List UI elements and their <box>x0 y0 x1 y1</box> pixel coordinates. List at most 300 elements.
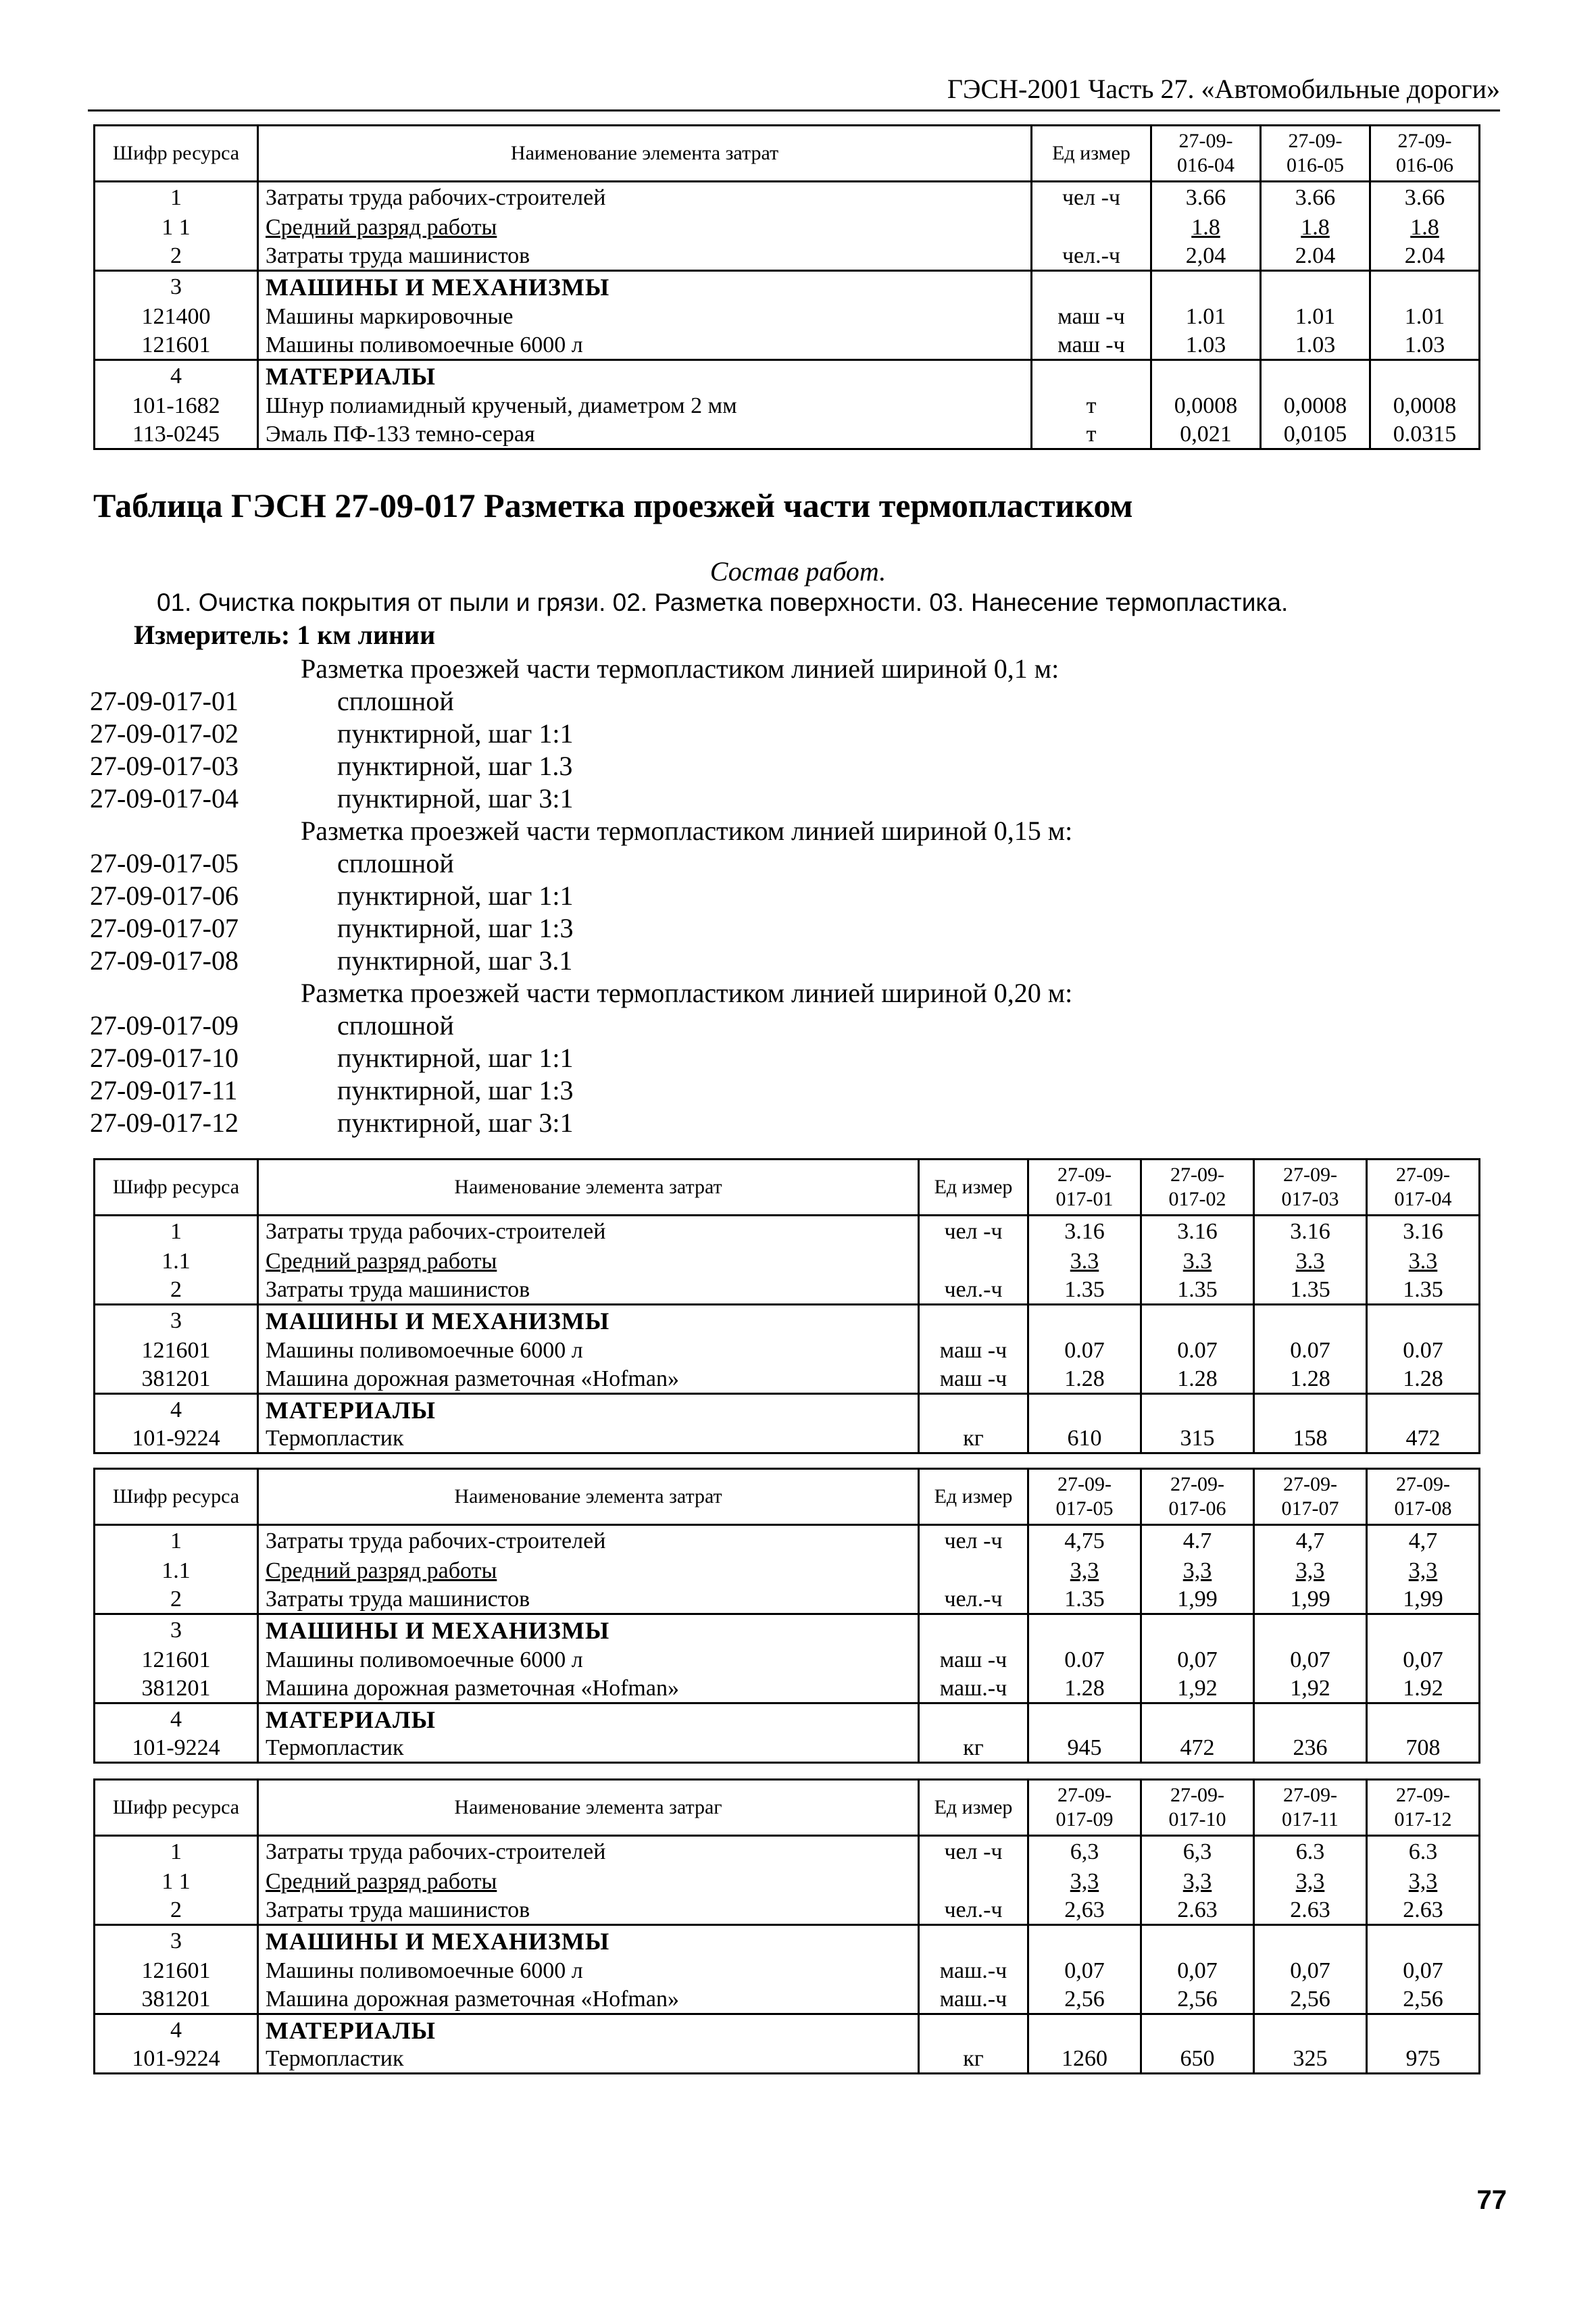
resource-value: 4.7 <box>1141 1525 1254 1555</box>
resource-value: 3,3 <box>1254 1866 1367 1895</box>
resource-value: 2,56 <box>1367 1985 1480 2014</box>
resource-code: 3 <box>95 1305 258 1335</box>
resource-unit <box>919 1614 1028 1644</box>
col-header-unit: Ед измер <box>919 1780 1028 1836</box>
resource-value: 4,7 <box>1254 1525 1367 1555</box>
resource-value: 6.3 <box>1367 1836 1480 1866</box>
resource-value <box>1370 360 1480 390</box>
items-subheading: Разметка проезжей части термопластиком линией шириной 0,15 м: <box>301 816 1073 846</box>
list-item <box>90 685 1509 718</box>
resource-code: 3 <box>95 271 258 301</box>
resource-value: 945 <box>1028 1733 1141 1763</box>
meter-line: Измеритель: 1 км линии <box>134 620 436 650</box>
col-header-code-3: 27-09- 016-06 <box>1370 126 1480 182</box>
list-item <box>90 750 1509 782</box>
resource-value: 325 <box>1254 2044 1367 2074</box>
resource-unit <box>919 1925 1028 1955</box>
resource-value: 0,0105 <box>1261 420 1370 449</box>
col-header-code: Шифр ресурса <box>95 1160 258 1216</box>
resource-value: 0,021 <box>1151 420 1261 449</box>
table-row <box>95 1245 1480 1275</box>
resource-name: МАТЕРИАЛЫ <box>258 1703 919 1733</box>
table-row <box>95 1525 1480 1555</box>
resource-value: 315 <box>1141 1424 1254 1453</box>
table-row <box>95 1985 1480 2014</box>
col-header-code-1: 27-09- 017-09 <box>1028 1780 1141 1836</box>
resource-value: 0,07 <box>1254 1955 1367 1985</box>
resource-value: 1,92 <box>1254 1674 1367 1703</box>
list-item <box>90 1042 1509 1074</box>
resource-value: 2.04 <box>1370 241 1480 271</box>
resource-unit: чел.-ч <box>919 1585 1028 1614</box>
table-row <box>95 1895 1480 1925</box>
section-title: Таблица ГЭСН 27-09-017 Разметка проезжей части термопластиком <box>93 487 1133 524</box>
table-row <box>95 211 1480 241</box>
resource-unit: чел.-ч <box>919 1275 1028 1305</box>
list-item <box>90 1074 1509 1107</box>
resource-value: 0.07 <box>1028 1335 1141 1364</box>
resource-code: 1 <box>95 1525 258 1555</box>
resource-table-c <box>93 1778 1480 2074</box>
resource-value: 975 <box>1367 2044 1480 2074</box>
table-row <box>95 271 1480 301</box>
resource-code: 2 <box>95 1585 258 1614</box>
resource-value <box>1028 1394 1141 1424</box>
table-row <box>95 1703 1480 1733</box>
resource-code: 3 <box>95 1614 258 1644</box>
resource-value: 3,3 <box>1141 1555 1254 1585</box>
resource-code: 1 1 <box>95 1866 258 1895</box>
resource-value <box>1141 1394 1254 1424</box>
resource-value <box>1028 1614 1141 1644</box>
resource-name: Эмаль ПФ-133 темно-серая <box>258 420 1032 449</box>
item-desc: пунктирной, шаг 1:3 <box>337 913 574 943</box>
resource-unit <box>919 1703 1028 1733</box>
item-code: 27-09-017-04 <box>90 783 239 814</box>
col-header-name: Наименование элемента затрат <box>258 1160 919 1216</box>
table-row <box>95 1925 1480 1955</box>
table-row <box>95 1335 1480 1364</box>
resource-name: Затраты труда машинистов <box>258 241 1032 271</box>
resource-value <box>1254 2014 1367 2044</box>
items-subheading: Разметка проезжей части термопластиком линией шириной 0,1 м: <box>301 653 1059 684</box>
list-item <box>90 1107 1509 1139</box>
resource-unit: т <box>1032 420 1151 449</box>
resource-value: 0.07 <box>1028 1644 1141 1674</box>
item-desc: сплошной <box>337 686 454 716</box>
resource-name: Термопластик <box>258 1733 919 1763</box>
resource-value: 0,07 <box>1367 1644 1480 1674</box>
resource-value: 0.07 <box>1254 1335 1367 1364</box>
running-header: ГЭСН-2001 Часть 27. «Автомобильные дороги» <box>88 73 1500 111</box>
resource-value: 0,07 <box>1367 1955 1480 1985</box>
item-code: 27-09-017-02 <box>90 718 239 749</box>
table-row <box>95 1955 1480 1985</box>
resource-unit: чел.-ч <box>919 1895 1028 1925</box>
resource-code: 101-9224 <box>95 1733 258 1763</box>
composition-text: 01. Очистка покрытия от пыли и грязи. 02. Разметка поверхности. 03. Нанесение термопластика. <box>157 589 1289 616</box>
resource-name: Машины поливомоечные 6000 л <box>258 330 1032 360</box>
resource-value: 4,7 <box>1367 1525 1480 1555</box>
resource-value: 3.16 <box>1141 1216 1254 1245</box>
resource-code: 4 <box>95 2014 258 2044</box>
list-item <box>90 945 1509 977</box>
item-code: 27-09-017-03 <box>90 751 239 781</box>
resource-value: 0.0315 <box>1370 420 1480 449</box>
resource-name: Машина дорожная разметочная «Hofman» <box>258 1364 919 1394</box>
resource-name: Затраты труда рабочих-строителей <box>258 1836 919 1866</box>
resource-name: Машина дорожная разметочная «Hofman» <box>258 1985 919 2014</box>
resource-unit: кг <box>919 1424 1028 1453</box>
item-code: 27-09-017-06 <box>90 880 239 911</box>
item-code: 27-09-017-11 <box>90 1075 238 1105</box>
resource-value: 0,07 <box>1028 1955 1141 1985</box>
resource-value: 2,04 <box>1151 241 1261 271</box>
resource-value <box>1028 2014 1141 2044</box>
items-list <box>90 653 1509 1139</box>
resource-value: 1.8 <box>1261 211 1370 241</box>
item-desc: пунктирной, шаг 1:1 <box>337 880 574 911</box>
resource-name: Затраты труда рабочих-строителей <box>258 182 1032 211</box>
resource-value: 1.8 <box>1370 211 1480 241</box>
resource-value: 6,3 <box>1028 1836 1141 1866</box>
table-row <box>95 1305 1480 1335</box>
resource-name: Машины поливомоечные 6000 л <box>258 1644 919 1674</box>
resource-unit <box>919 1394 1028 1424</box>
table-row <box>95 1644 1480 1674</box>
resource-code: 121400 <box>95 301 258 330</box>
resource-value: 3,3 <box>1254 1555 1367 1585</box>
table-row <box>95 1674 1480 1703</box>
resource-unit: чел -ч <box>919 1216 1028 1245</box>
resource-value: 2,56 <box>1254 1985 1367 2014</box>
resource-name: МАШИНЫ И МЕХАНИЗМЫ <box>258 1614 919 1644</box>
resource-code: 121601 <box>95 1955 258 1985</box>
resource-name: Машина дорожная разметочная «Hofman» <box>258 1674 919 1703</box>
col-header-unit: Ед измер <box>919 1469 1028 1525</box>
table-row <box>95 241 1480 271</box>
resource-code: 381201 <box>95 1364 258 1394</box>
resource-unit: кг <box>919 2044 1028 2074</box>
resource-value: 1.8 <box>1151 211 1261 241</box>
resource-name: Средний разряд работы <box>258 211 1032 241</box>
resource-value: 2,56 <box>1028 1985 1141 2014</box>
resource-value <box>1367 2014 1480 2044</box>
resource-value: 1.03 <box>1151 330 1261 360</box>
resource-value <box>1367 1305 1480 1335</box>
col-header-code-2: 27-09- 017-10 <box>1141 1780 1254 1836</box>
resource-name: МАТЕРИАЛЫ <box>258 1394 919 1424</box>
resource-name: Машины маркировочные <box>258 301 1032 330</box>
resource-table-b <box>93 1468 1480 1764</box>
resource-value: 0.07 <box>1367 1335 1480 1364</box>
resource-value: 2,63 <box>1028 1895 1141 1925</box>
resource-unit: маш.-ч <box>919 1674 1028 1703</box>
resource-value: 2.63 <box>1367 1895 1480 1925</box>
resource-value <box>1151 360 1261 390</box>
col-header-code-4: 27-09- 017-12 <box>1367 1780 1480 1836</box>
resource-unit <box>1032 271 1151 301</box>
resource-code: 101-1682 <box>95 390 258 420</box>
resource-value: 4,75 <box>1028 1525 1141 1555</box>
resource-code: 4 <box>95 1394 258 1424</box>
table-row <box>95 301 1480 330</box>
resource-name: Термопластик <box>258 1424 919 1453</box>
resource-unit <box>919 1245 1028 1275</box>
resource-value: 1.01 <box>1370 301 1480 330</box>
resource-code: 1 1 <box>95 211 258 241</box>
table-row <box>95 1364 1480 1394</box>
resource-value: 2.04 <box>1261 241 1370 271</box>
resource-name: МАШИНЫ И МЕХАНИЗМЫ <box>258 1925 919 1955</box>
resource-value: 0,0008 <box>1261 390 1370 420</box>
resource-value: 1.03 <box>1261 330 1370 360</box>
resource-value: 236 <box>1254 1733 1367 1763</box>
resource-value: 3,3 <box>1028 1555 1141 1585</box>
resource-code: 113-0245 <box>95 420 258 449</box>
col-header-code: Шифр ресурса <box>95 1469 258 1525</box>
resource-value: 1.35 <box>1028 1585 1141 1614</box>
resource-unit: маш -ч <box>1032 330 1151 360</box>
resource-value: 3.66 <box>1261 182 1370 211</box>
resource-name: МАТЕРИАЛЫ <box>258 2014 919 2044</box>
list-item <box>90 718 1509 750</box>
table-row <box>95 2044 1480 2074</box>
resource-code: 121601 <box>95 1335 258 1364</box>
item-code: 27-09-017-07 <box>90 913 239 943</box>
resource-value: 1.01 <box>1261 301 1370 330</box>
list-item <box>90 782 1509 815</box>
resource-name: Затраты труда машинистов <box>258 1895 919 1925</box>
table-row <box>95 390 1480 420</box>
col-header-code: Шифр ресурса <box>95 126 258 182</box>
resource-code: 121601 <box>95 1644 258 1674</box>
resource-value: 1.28 <box>1367 1364 1480 1394</box>
resource-name: МАТЕРИАЛЫ <box>258 360 1032 390</box>
resource-value <box>1254 1305 1367 1335</box>
resource-value: 6,3 <box>1141 1836 1254 1866</box>
resource-value: 1.35 <box>1254 1275 1367 1305</box>
resource-name: Затраты труда рабочих-строителей <box>258 1525 919 1555</box>
resource-unit: чел -ч <box>919 1836 1028 1866</box>
col-header-code-4: 27-09- 017-08 <box>1367 1469 1480 1525</box>
resource-value: 708 <box>1367 1733 1480 1763</box>
item-desc: пунктирной, шаг 1:1 <box>337 718 574 749</box>
resource-unit: маш -ч <box>919 1364 1028 1394</box>
item-code: 27-09-017-10 <box>90 1043 239 1073</box>
resource-value <box>1254 1614 1367 1644</box>
resource-value <box>1254 1394 1367 1424</box>
resource-value: 3.3 <box>1367 1245 1480 1275</box>
table-row <box>95 1216 1480 1245</box>
resource-code: 2 <box>95 1275 258 1305</box>
table-row <box>95 1614 1480 1644</box>
resource-value <box>1141 1305 1254 1335</box>
resource-value: 3,3 <box>1141 1866 1254 1895</box>
items-subheading: Разметка проезжей части термопластиком линией шириной 0,20 м: <box>301 978 1073 1008</box>
resource-value: 3.66 <box>1151 182 1261 211</box>
resource-value <box>1367 1703 1480 1733</box>
resource-value: 3,3 <box>1367 1866 1480 1895</box>
resource-name: Затраты труда рабочих-строителей <box>258 1216 919 1245</box>
resource-unit: маш -ч <box>1032 301 1151 330</box>
resource-value: 1.92 <box>1367 1674 1480 1703</box>
resource-value <box>1141 1925 1254 1955</box>
col-header-code-3: 27-09- 017-03 <box>1254 1160 1367 1216</box>
item-desc: пунктирной, шаг 3.1 <box>337 945 573 976</box>
resource-unit: чел -ч <box>1032 182 1151 211</box>
resource-code: 381201 <box>95 1985 258 2014</box>
col-header-code-2: 27-09- 017-02 <box>1141 1160 1254 1216</box>
table-row <box>95 1394 1480 1424</box>
resource-unit: маш -ч <box>919 1335 1028 1364</box>
resource-code: 381201 <box>95 1674 258 1703</box>
resource-value: 0,07 <box>1141 1955 1254 1985</box>
resource-value: 1.35 <box>1367 1275 1480 1305</box>
table-row <box>95 1275 1480 1305</box>
page-number: 77 <box>1476 2185 1507 2215</box>
col-header-unit: Ед измер <box>919 1160 1028 1216</box>
resource-value <box>1254 1925 1367 1955</box>
item-desc: пунктирной, шаг 1.3 <box>337 751 573 781</box>
resource-value: 0,07 <box>1254 1644 1367 1674</box>
resource-table-top <box>93 124 1480 450</box>
resource-value: 3.3 <box>1254 1245 1367 1275</box>
resource-name: Средний разряд работы <box>258 1555 919 1585</box>
item-code: 27-09-017-12 <box>90 1107 239 1138</box>
resource-table-a <box>93 1158 1480 1454</box>
resource-value: 0,0008 <box>1151 390 1261 420</box>
list-item <box>90 912 1509 945</box>
resource-unit: маш.-ч <box>919 1985 1028 2014</box>
resource-name: Шнур полиамидный крученый, диаметром 2 мм <box>258 390 1032 420</box>
resource-name: Термопластик <box>258 2044 919 2074</box>
resource-value <box>1141 2014 1254 2044</box>
resource-name: МАШИНЫ И МЕХАНИЗМЫ <box>258 271 1032 301</box>
resource-value <box>1028 1925 1141 1955</box>
resource-value: 1.35 <box>1028 1275 1141 1305</box>
resource-unit <box>919 1866 1028 1895</box>
resource-value <box>1028 1703 1141 1733</box>
resource-name: Затраты труда машинистов <box>258 1275 919 1305</box>
item-code: 27-09-017-01 <box>90 686 239 716</box>
item-desc: пунктирной, шаг 1:1 <box>337 1043 574 1073</box>
resource-code: 1 <box>95 1836 258 1866</box>
resource-value: 6.3 <box>1254 1836 1367 1866</box>
resource-value: 1,99 <box>1367 1585 1480 1614</box>
col-header-name: Наименование элемента затрат <box>258 1469 919 1525</box>
item-desc: пунктирной, шаг 1:3 <box>337 1075 574 1105</box>
resource-code: 101-9224 <box>95 1424 258 1453</box>
resource-value: 3.3 <box>1141 1245 1254 1275</box>
resource-code: 3 <box>95 1925 258 1955</box>
table-row <box>95 2014 1480 2044</box>
resource-unit <box>1032 360 1151 390</box>
resource-value <box>1367 1925 1480 1955</box>
table-row <box>95 182 1480 211</box>
resource-unit: маш.-ч <box>919 1955 1028 1985</box>
resource-value: 650 <box>1141 2044 1254 2074</box>
item-desc: пунктирной, шаг 3:1 <box>337 1107 574 1138</box>
resource-unit <box>919 2014 1028 2044</box>
resource-value: 1.28 <box>1028 1674 1141 1703</box>
col-header-code-1: 27-09- 017-01 <box>1028 1160 1141 1216</box>
resource-unit: т <box>1032 390 1151 420</box>
resource-value: 1,99 <box>1141 1585 1254 1614</box>
col-header-code-1: 27-09- 017-05 <box>1028 1469 1141 1525</box>
resource-value: 1.35 <box>1141 1275 1254 1305</box>
resource-value: 0.07 <box>1141 1335 1254 1364</box>
col-header-unit: Ед измер <box>1032 126 1151 182</box>
resource-name: Средний разряд работы <box>258 1866 919 1895</box>
resource-value: 610 <box>1028 1424 1141 1453</box>
resource-unit <box>919 1305 1028 1335</box>
resource-value: 1.28 <box>1254 1364 1367 1394</box>
col-header-name: Наименование элемента затрат <box>258 126 1032 182</box>
resource-code: 2 <box>95 241 258 271</box>
resource-value: 1.01 <box>1151 301 1261 330</box>
resource-value: 2,56 <box>1141 1985 1254 2014</box>
list-item <box>90 847 1509 880</box>
resource-value <box>1261 360 1370 390</box>
table-row <box>95 1424 1480 1453</box>
item-desc: сплошной <box>337 1010 454 1041</box>
col-header-code-2: 27-09- 016-05 <box>1261 126 1370 182</box>
col-header-code-3: 27-09- 017-07 <box>1254 1469 1367 1525</box>
table-row <box>95 1585 1480 1614</box>
resource-value: 2.63 <box>1254 1895 1367 1925</box>
resource-value: 1.28 <box>1028 1364 1141 1394</box>
item-desc: сплошной <box>337 848 454 878</box>
resource-value: 1.28 <box>1141 1364 1254 1394</box>
resource-code: 1.1 <box>95 1555 258 1585</box>
resource-value: 1260 <box>1028 2044 1141 2074</box>
item-desc: пунктирной, шаг 3:1 <box>337 783 574 814</box>
table-row <box>95 330 1480 360</box>
resource-value <box>1151 271 1261 301</box>
resource-unit: чел.-ч <box>1032 241 1151 271</box>
col-header-name: Наименование элемента затраг <box>258 1780 919 1836</box>
resource-value: 3,3 <box>1028 1866 1141 1895</box>
list-item <box>90 880 1509 912</box>
resource-value <box>1261 271 1370 301</box>
table-row <box>95 360 1480 390</box>
resource-value <box>1028 1305 1141 1335</box>
table-row <box>95 1836 1480 1866</box>
col-header-code-1: 27-09- 016-04 <box>1151 126 1261 182</box>
resource-value <box>1141 1703 1254 1733</box>
resource-value <box>1367 1614 1480 1644</box>
resource-name: Затраты труда машинистов <box>258 1585 919 1614</box>
resource-code: 1.1 <box>95 1245 258 1275</box>
table-row <box>95 1866 1480 1895</box>
col-header-code-3: 27-09- 017-11 <box>1254 1780 1367 1836</box>
resource-value <box>1367 1394 1480 1424</box>
resource-value: 2.63 <box>1141 1895 1254 1925</box>
col-header-code: Шифр ресурса <box>95 1780 258 1836</box>
resource-value <box>1254 1703 1367 1733</box>
list-item <box>90 1010 1509 1042</box>
resource-code: 1 <box>95 182 258 211</box>
resource-unit <box>919 1555 1028 1585</box>
resource-value: 158 <box>1254 1424 1367 1453</box>
resource-code: 4 <box>95 1703 258 1733</box>
resource-value: 3.16 <box>1028 1216 1141 1245</box>
resource-value: 3.66 <box>1370 182 1480 211</box>
resource-code: 101-9224 <box>95 2044 258 2074</box>
resource-value: 0,0008 <box>1370 390 1480 420</box>
resource-value: 1.03 <box>1370 330 1480 360</box>
